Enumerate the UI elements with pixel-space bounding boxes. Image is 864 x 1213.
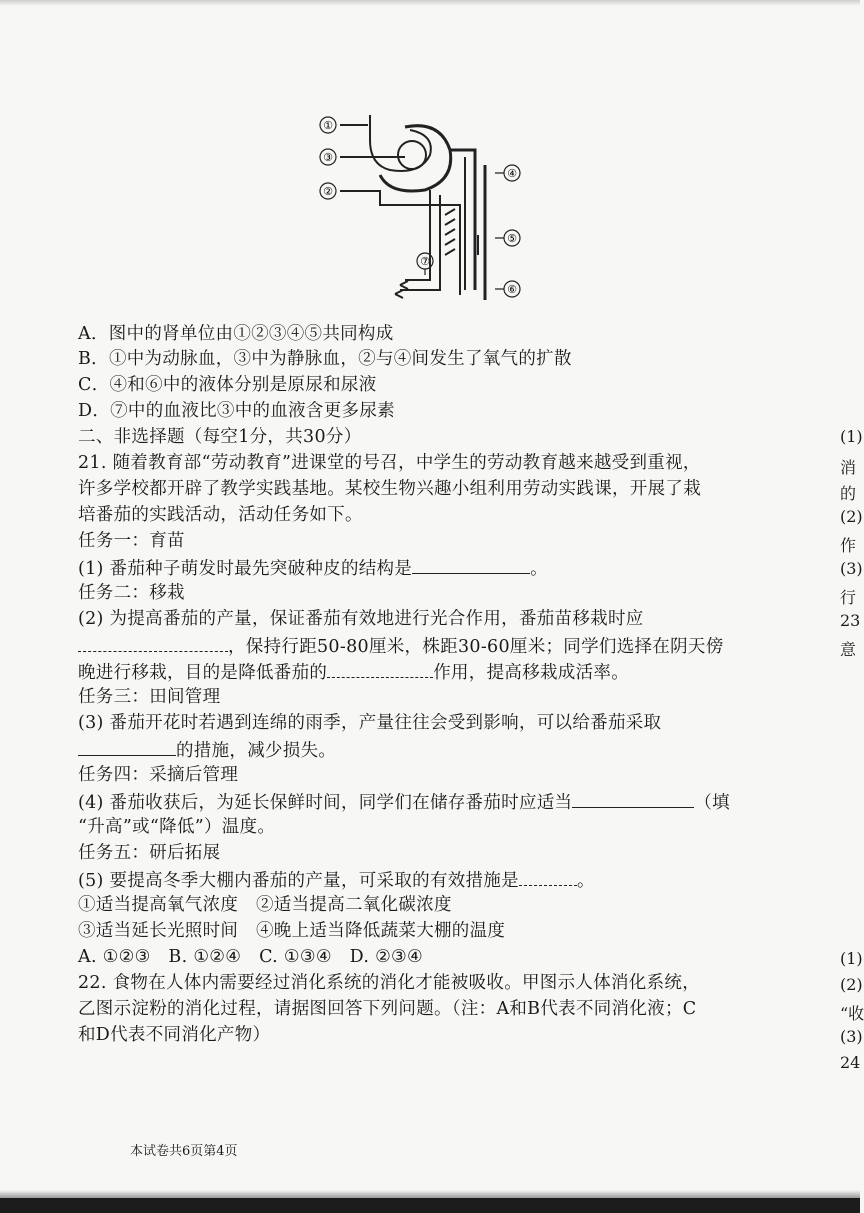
q21-4-line1: [78, 789, 730, 816]
diagram-label-2: ②: [323, 185, 333, 198]
diagram-label-3: ③: [323, 151, 333, 164]
answer-blank[interactable]: [519, 867, 577, 886]
q21-4-line1-end: （填: [694, 793, 730, 813]
page-footer: 本试卷共6页第4页: [130, 1144, 238, 1159]
margin-text: (3): [840, 1027, 863, 1046]
q21-1-text: (1) 番茄种子萌发时最先突破种皮的结构是: [78, 559, 413, 579]
q22-line3: 和D代表不同消化产物）: [78, 1025, 271, 1045]
task-1: 任务一：育苗: [78, 531, 185, 551]
q21-5-choices: A. ①②③ B. ①②④ C. ①③④ D. ②③④: [78, 947, 424, 967]
option-c: C．④和⑥中的液体分别是原尿和尿液: [78, 375, 377, 395]
q21-intro-3: 培番茄的实践活动，活动任务如下。: [78, 505, 363, 525]
q21-2-line1: (2) 为提高番茄的产量，保证番茄有效地进行光合作用，番茄苗移栽时应: [78, 609, 644, 629]
margin-text: 作: [840, 536, 857, 555]
diagram-label-1: ①: [323, 119, 333, 132]
margin-text: “收: [840, 1004, 864, 1023]
q21-4-line1-text: (4) 番茄收获后，为延长保鲜时间，同学们在储存番茄时应适当: [78, 793, 573, 813]
q21-5-end: 。: [576, 871, 595, 891]
nephron-diagram: [310, 95, 535, 305]
q21-intro-2: 许多学校都开辟了教学实践基地。某校生物兴趣小组利用劳动实践课，开展了栽: [78, 479, 701, 499]
margin-text: 行: [840, 588, 857, 607]
margin-text: 消: [840, 458, 857, 477]
task-5: 任务五：研后拓展: [78, 843, 221, 863]
margin-text: 的: [840, 484, 857, 503]
margin-text: 23: [840, 611, 861, 630]
scan-edge-shadow: [0, 1190, 860, 1198]
task-3: 任务三：田间管理: [78, 687, 221, 707]
q21-2-line2-text: ，保持行距50-80厘米，株距30-60厘米；同学们选择在阴天傍: [228, 637, 724, 657]
answer-blank[interactable]: [327, 659, 433, 678]
q21-2-line3-text: 晚进行移栽，目的是降低番茄的: [78, 663, 328, 683]
q21-3-line2: [78, 737, 336, 764]
margin-text: (3): [840, 559, 863, 578]
q21-1: [78, 555, 548, 582]
q22-line2: 乙图示淀粉的消化过程，请据图回答下列问题。（注：A和B代表不同消化液；C: [78, 999, 697, 1019]
diagram-label-4: ④: [507, 167, 517, 180]
q21-2-line3-end: 作用，提高移栽成活率。: [433, 663, 630, 683]
scan-edge-top: [0, 0, 860, 6]
margin-text: 意: [840, 640, 857, 659]
q21-5-options-1: ①适当提高氧气浓度 ②适当提高二氧化碳浓度: [78, 895, 452, 915]
margin-text: 24: [840, 1053, 861, 1072]
answer-blank[interactable]: [78, 633, 228, 652]
q21-2-line2: [78, 633, 724, 660]
option-a: A．图中的肾单位由①②③④⑤共同构成: [78, 324, 394, 344]
section-title: 二、非选择题（每空1分，共30分）: [78, 427, 362, 447]
answer-blank[interactable]: [412, 555, 530, 574]
q21-5-options-2: ③适当延长光照时间 ④晚上适当降低蔬菜大棚的温度: [78, 921, 506, 941]
diagram-label-5: ⑤: [507, 232, 517, 245]
task-4: 任务四：采摘后管理: [78, 765, 239, 785]
q21-3-line2-text: 的措施，减少损失。: [176, 741, 337, 761]
diagram-label-7: ⑦: [420, 255, 430, 268]
q21-intro-1: 21. 随着教育部“劳动教育”进课堂的号召，中学生的劳动教育越来越受到重视，: [78, 453, 701, 473]
q21-4-line2: “升高”或“降低”）温度。: [78, 817, 276, 837]
option-b: B．①中为动脉血，③中为静脉血，②与④间发生了氧气的扩散: [78, 349, 572, 369]
q21-5-text: (5) 要提高冬季大棚内番茄的产量，可采取的有效措施是: [78, 871, 519, 891]
answer-blank[interactable]: [572, 789, 694, 808]
q21-3-line1: (3) 番茄开花时若遇到连绵的雨季，产量往往会受到影响，可以给番茄采取: [78, 713, 662, 733]
option-d: D．⑦中的血液比③中的血液含更多尿素: [78, 401, 395, 421]
margin-text: (1): [840, 949, 863, 968]
margin-text: (2): [840, 507, 863, 526]
q21-5: [78, 867, 595, 894]
scan-edge-bottom: [0, 1198, 860, 1213]
margin-text: (1): [840, 427, 863, 446]
q21-2-line3: [78, 659, 629, 686]
diagram-label-6: ⑥: [507, 283, 517, 296]
margin-text: (2): [840, 975, 863, 994]
q22-line1: 22. 食物在人体内需要经过消化系统的消化才能被吸收。甲图示人体消化系统，: [78, 973, 700, 993]
task-2: 任务二：移栽: [78, 583, 185, 603]
answer-blank[interactable]: [78, 737, 176, 756]
q21-1-end: 。: [530, 559, 548, 579]
